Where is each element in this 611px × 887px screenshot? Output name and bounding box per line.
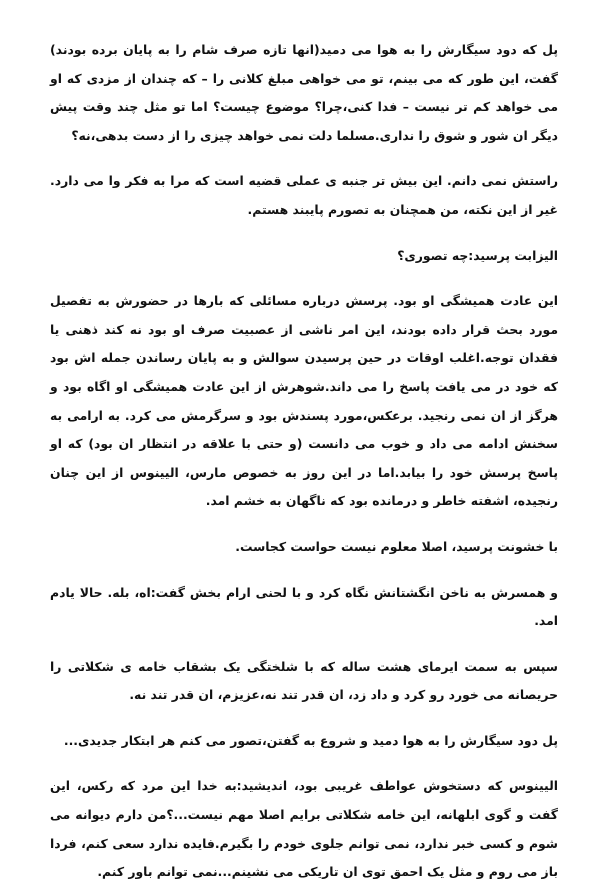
paragraph: الیینوس که دستخوش عواطف غریبی بود، اندیشید:به خدا این مرد که رکس، این گفت و گوی ابلهانه، این خامه شکلاتی برایم اصلا مهم نیست...؟من دارم دیوانه می شوم و کسی خبر ندارد، نمی توانم جلوی خودم را بگیرم.فایده ندارد سعی کنم، فردا باز می روم و مثل یک احمق توی ان تاریکی می نشینم...نمی توانم باور کنم.	[50, 778, 558, 880]
paragraph: سپس به سمت ایرمای هشت ساله که با شلختگی یک بشقاب خامه ی شکلاتی را حریصانه می خورد رو کرد و داد زد، ان قدر تند نه،عزیزم، ان قدر تند نه.	[50, 658, 558, 703]
paragraph: پل دود سیگارش را به هوا دمید و شروع به گفتن،تصور می کنم هر ابتکار جدیدی...	[63, 732, 558, 748]
paragraph: این عادت همیشگی او بود. پرسش درباره مسائلی که بارها در حضورش به تفصیل مورد بحث قرار داده بودند، این امر ناشی از عصبیت صرف او بود نه کند ذهنی یا فقدان توجه.اغلب اوقات در حین پرسیدن سوالش و به پایان رساندن جمله اش بود که خود در می یافت پاسخ را می داند.شوهرش از این عادت همیشگی او اگاه بود و هرگز از ان نمی رنجید. برعکس،مورد پسندش بود و سرگرمش می کرد. به ارامی به سخنش ادامه می داد و خوب می دانست (و حتی با علاقه در انتظار ان بود) که او پاسخ پرسش خود را بیابد.اما در این روز به خصوص مارس، الیینوس از این چنان رنجیده، اشفته خاطر و درمانده بود که ناگهان به خشم امد.	[50, 293, 558, 509]
paragraph: راستش نمی دانم. این بیش تر جنبه ی عملی قضیه است که مرا به فکر وا می دارد. غیر از این نکته، من همچنان به تصورم پایبند هستم.	[50, 173, 558, 217]
paragraph: و همسرش به ناخن انگشتانش نگاه کرد و با لحنی ارام بخش گفت:اه، بله. حالا یادم امد.	[50, 584, 558, 629]
paragraph: پل که دود سیگارش را به هوا می دمید(انها تازه صرف شام را به پایان برده بودند) گفت، این طور که می بینم، تو می خواهی مبلغ کلانی را – که چندان از مزدی که او می خواهد کم تر نیست – فدا کنی،چرا؟ موضوع چیست؟ اما تو مثل چند وقت پیش دیگر ان شور و شوق را نداری.مسلما دلت نمی خواهد چیزی را از دست بدهی،نه؟	[50, 42, 558, 143]
paragraph: با خشونت پرسید، اصلا معلوم نیست حواست کجاست.	[235, 538, 558, 554]
paragraph: الیزابت پرسید:چه تصوری؟	[397, 247, 558, 263]
